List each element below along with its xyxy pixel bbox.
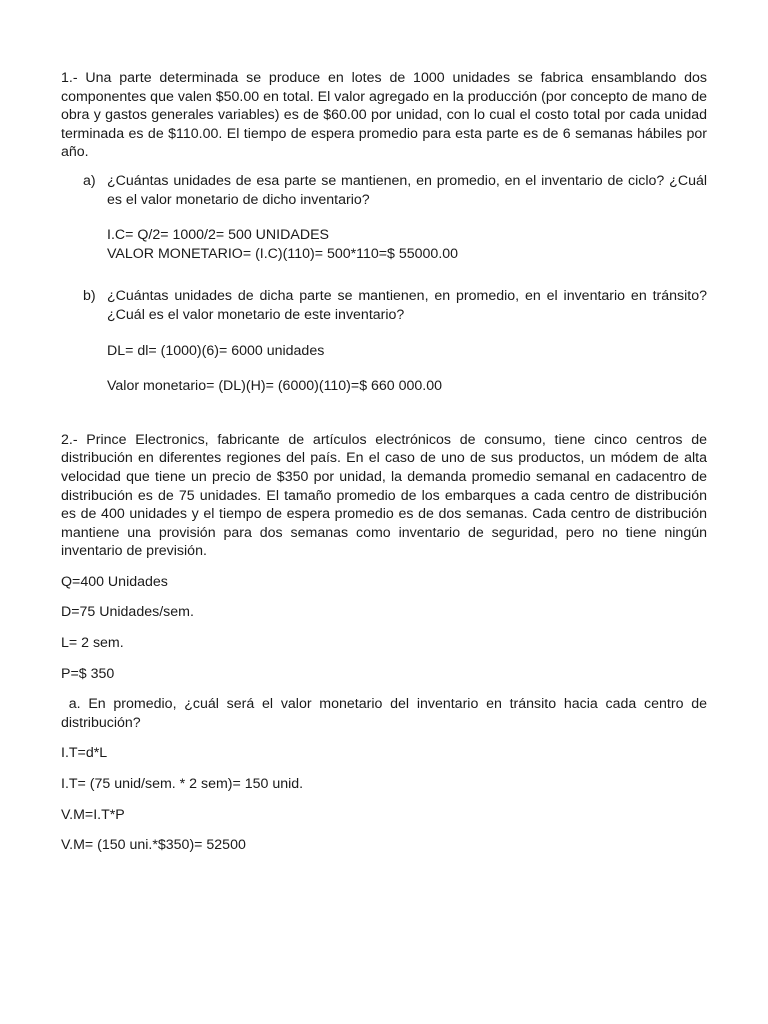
monetary-value-formula: V.M=I.T*P — [61, 806, 125, 823]
item-b-question: ¿Cuántas unidades de dicha parte se mantienen, en promedio, en el inventario en tránsito? ¿Cuál es el valor monetario de este inventario? — [107, 288, 707, 323]
item-a-monetary-value: VALOR MONETARIO= (I.C)(110)= 500*110=$ 55000.00 — [107, 245, 459, 262]
given-p: P=$ 350 — [61, 665, 115, 682]
item-a-question: ¿Cuántas unidades de esa parte se mantienen, en promedio, en el inventario de ciclo? ¿Cuál es el valor monetario de dicho inventario? — [107, 172, 707, 208]
problem-1-item-b — [61, 287, 707, 324]
given-l: L= 2 sem. — [61, 635, 124, 652]
item-b-monetary-value: Valor monetario= (DL)(H)= (6000)(110)=$ 660 000.00 — [107, 378, 443, 395]
problem-1-statement: 1.- Una parte determinada se produce en lotes de 1000 unidades se fabrica ensamblando dos componentes que valen $50.00 en total. El valor agregado en la producción (por concepto de mano de obra y gastos generales variables) es de $60.00 por unidad, con lo cual el costo total por cada unidad terminada es de $110.00. El tiempo de espera promedio para esta parte es de 6 semanas hábiles por año. — [61, 70, 707, 161]
item-b-solution — [61, 342, 707, 396]
item-b-marker: b) — [83, 288, 96, 305]
item-b-transit-inventory: DL= dl= (1000)(6)= 6000 unidades — [107, 342, 325, 359]
monetary-value-calculation: V.M= (150 uni.*$350)= 52500 — [61, 837, 246, 854]
given-q: Q=400 Unidades — [61, 573, 168, 590]
given-d: D=75 Unidades/sem. — [61, 604, 194, 621]
item-a-marker: a) — [83, 172, 96, 189]
problem-2-statement: 2.- Prince Electronics, fabricante de artículos electrónicos de consumo, tiene cinco centros de distribución en diferentes regiones del país. En el caso de uno de sus productos, un módem de alta velocidad que tiene un precio de $350 por unidad, la demanda promedio semanal en cadacentro de distribución es de 75 unidades. El tamaño promedio de los embarques a cada centro de distribución es de 400 unidades y el tiempo de espera promedio es de dos semanas. Cada centro de distribución mantiene una provisión para dos semanas como inventario de seguridad, pero no tiene ningún inventario de previsión. — [61, 431, 707, 560]
document-page — [61, 69, 711, 855]
problem-1-item-a — [61, 172, 707, 209]
item-a-solution — [61, 226, 707, 263]
transit-inventory-calculation: I.T= (75 unid/sem. * 2 sem)= 150 unid. — [61, 776, 304, 793]
transit-inventory-formula: I.T=d*L — [61, 745, 108, 762]
problem-2-question-a: a. En promedio, ¿cuál será el valor monetario del inventario en tránsito hacia cada centro de distribución? — [61, 696, 711, 731]
item-a-cycle-inventory: I.C= Q/2= 1000/2= 500 UNIDADES — [107, 227, 329, 244]
